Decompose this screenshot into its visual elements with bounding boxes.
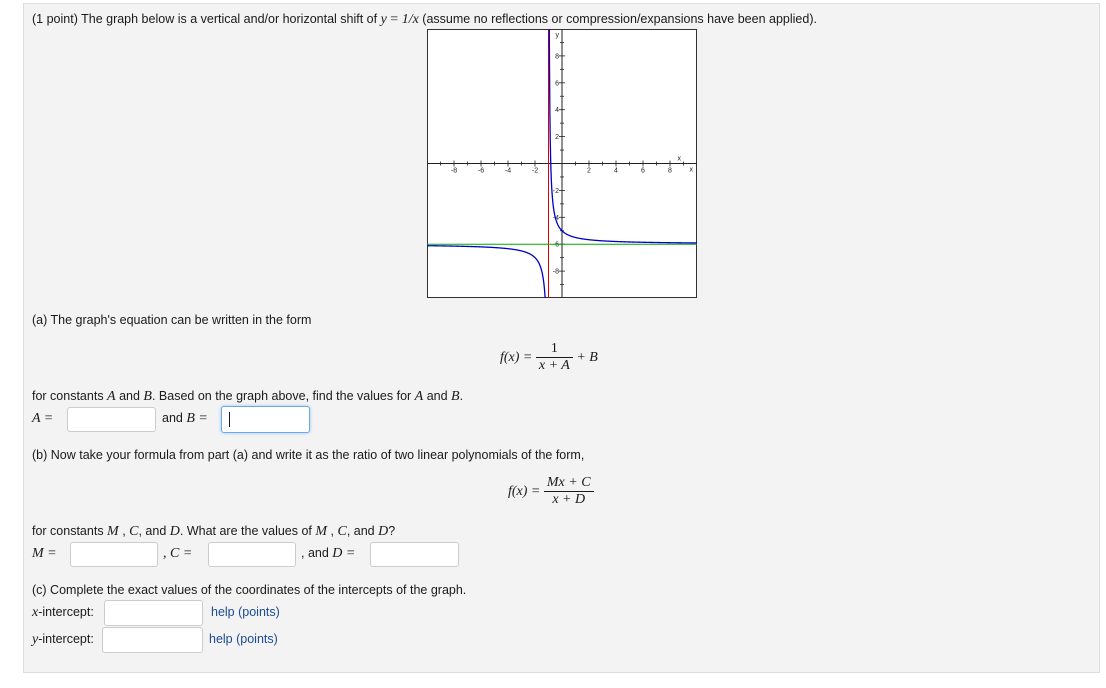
part-b-question: . What are the values of — [179, 524, 316, 538]
part-b-comma-2: , — [327, 524, 338, 538]
answer-m-input[interactable] — [70, 542, 158, 567]
function-graph — [427, 29, 697, 298]
part-b-var-d-2: D — [378, 524, 389, 539]
text-cursor — [229, 412, 230, 427]
intro-eq: = — [386, 12, 402, 27]
part-b-question-end: ? — [388, 524, 396, 538]
intro-math-fn: 1/x — [401, 12, 419, 27]
label-b: B = — [186, 411, 208, 426]
x-intercept-help-link[interactable]: help (points) — [211, 605, 280, 619]
x-tick-label: -6 — [477, 167, 485, 175]
part-b-var-c: C — [129, 524, 139, 539]
part-b-var-c-2: C — [337, 524, 347, 539]
part-a-var-b-2: B — [451, 389, 460, 404]
part-b-intro: (b) Now take your formula from part (a) and write it as the ratio of two linear polynomials of the form, — [32, 448, 585, 462]
intro-math-y: y — [380, 12, 387, 27]
y-intercept-input[interactable] — [102, 627, 203, 653]
y-tick-label: -4 — [552, 214, 559, 222]
y-axis-label: y — [555, 32, 559, 39]
part-b-formula — [508, 475, 594, 508]
y-intercept-help-link[interactable]: help (points) — [209, 632, 278, 646]
label-and-d — [301, 546, 355, 562]
part-b-fraction-denominator: x + D — [544, 491, 594, 508]
part-a-constants-end: . — [459, 389, 464, 403]
part-b-var-m: M — [107, 524, 119, 539]
y-tick-label: 6 — [555, 80, 559, 88]
x-tick-label: 6 — [641, 167, 645, 175]
label-d: D = — [332, 546, 356, 561]
part-c-intro: (c) Complete the exact values of the coordinates of the intercepts of the graph. — [32, 583, 467, 597]
label-a: A = — [32, 411, 54, 426]
part-b-fraction — [544, 475, 594, 508]
y-intercept-text: -intercept: — [38, 632, 94, 646]
x-tick-label: 4 — [614, 167, 618, 175]
part-a-fraction-denominator: x + A — [536, 357, 573, 374]
problem-statement — [32, 12, 817, 28]
x-tick-label: -2 — [531, 167, 539, 175]
part-a-constants-suffix: . Based on the graph above, find the values for — [151, 389, 415, 403]
y-tick-label: -8 — [552, 268, 559, 276]
part-a-intro: (a) The graph's equation can be written in the form — [32, 313, 312, 327]
part-b-and-2: , and — [346, 524, 379, 538]
part-a-constants-text — [32, 389, 463, 405]
x-intercept-input[interactable] — [104, 600, 203, 626]
x-tick-label: 2 — [587, 167, 591, 175]
part-b-comma: , — [118, 524, 130, 538]
label-and-b — [162, 411, 208, 427]
x-tick-label: -4 — [504, 167, 512, 175]
answer-c-input[interactable] — [208, 542, 296, 567]
part-b-var-d: D — [169, 524, 180, 539]
answer-d-input[interactable] — [370, 542, 459, 567]
intro-suffix: (assume no reflections or compression/expansions have been applied). — [418, 12, 817, 26]
label-m: M = — [32, 546, 57, 561]
part-a-var-a: A — [107, 389, 116, 404]
part-a-and-2: and — [423, 389, 452, 403]
part-a-var-b: B — [143, 389, 152, 404]
part-a-fraction-numerator: 1 — [550, 341, 558, 356]
part-a-and: and — [115, 389, 144, 403]
y-intercept-label — [32, 632, 94, 648]
y-intercept-var: y — [32, 632, 39, 647]
x-axis-label: x — [689, 166, 693, 174]
x-tick-label: 8 — [668, 167, 672, 175]
x-axis-label-alt: x — [677, 155, 681, 163]
y-tick-label: 4 — [555, 107, 559, 115]
part-b-fraction-numerator: Mx + C — [546, 475, 591, 490]
part-a-formula-plus-b: + B — [572, 349, 598, 365]
x-tick-label: -8 — [450, 167, 458, 175]
part-a-fraction — [536, 341, 573, 374]
part-b-var-m-2: M — [315, 524, 328, 539]
part-a-var-a-2: A — [414, 389, 424, 404]
y-tick-label: -2 — [552, 187, 559, 195]
graph-svg — [427, 29, 697, 298]
answer-a-input[interactable] — [67, 407, 156, 432]
part-b-formula-lhs: f(x) = — [508, 483, 544, 499]
y-tick-label: 2 — [555, 134, 559, 142]
y-tick-label: -6 — [552, 241, 559, 249]
part-b-constants-text — [32, 524, 395, 540]
label-c: , C = — [163, 546, 193, 561]
part-b-constants-prefix: for constants — [32, 524, 108, 538]
answer-b-input[interactable] — [221, 406, 310, 433]
x-intercept-var: x — [32, 605, 39, 620]
part-a-formula-lhs: f(x) = — [500, 349, 536, 365]
label-and-text: and — [162, 411, 187, 425]
x-intercept-label — [32, 605, 94, 621]
x-intercept-text: -intercept: — [38, 605, 94, 619]
y-tick-label: 8 — [555, 53, 559, 61]
label-and-d-text: , and — [301, 546, 333, 560]
part-a-formula — [500, 341, 598, 374]
part-a-constants-prefix: for constants — [32, 389, 108, 403]
intro-prefix: (1 point) The graph below is a vertical and/or horizontal shift of — [32, 12, 381, 26]
part-b-and: , and — [138, 524, 170, 538]
